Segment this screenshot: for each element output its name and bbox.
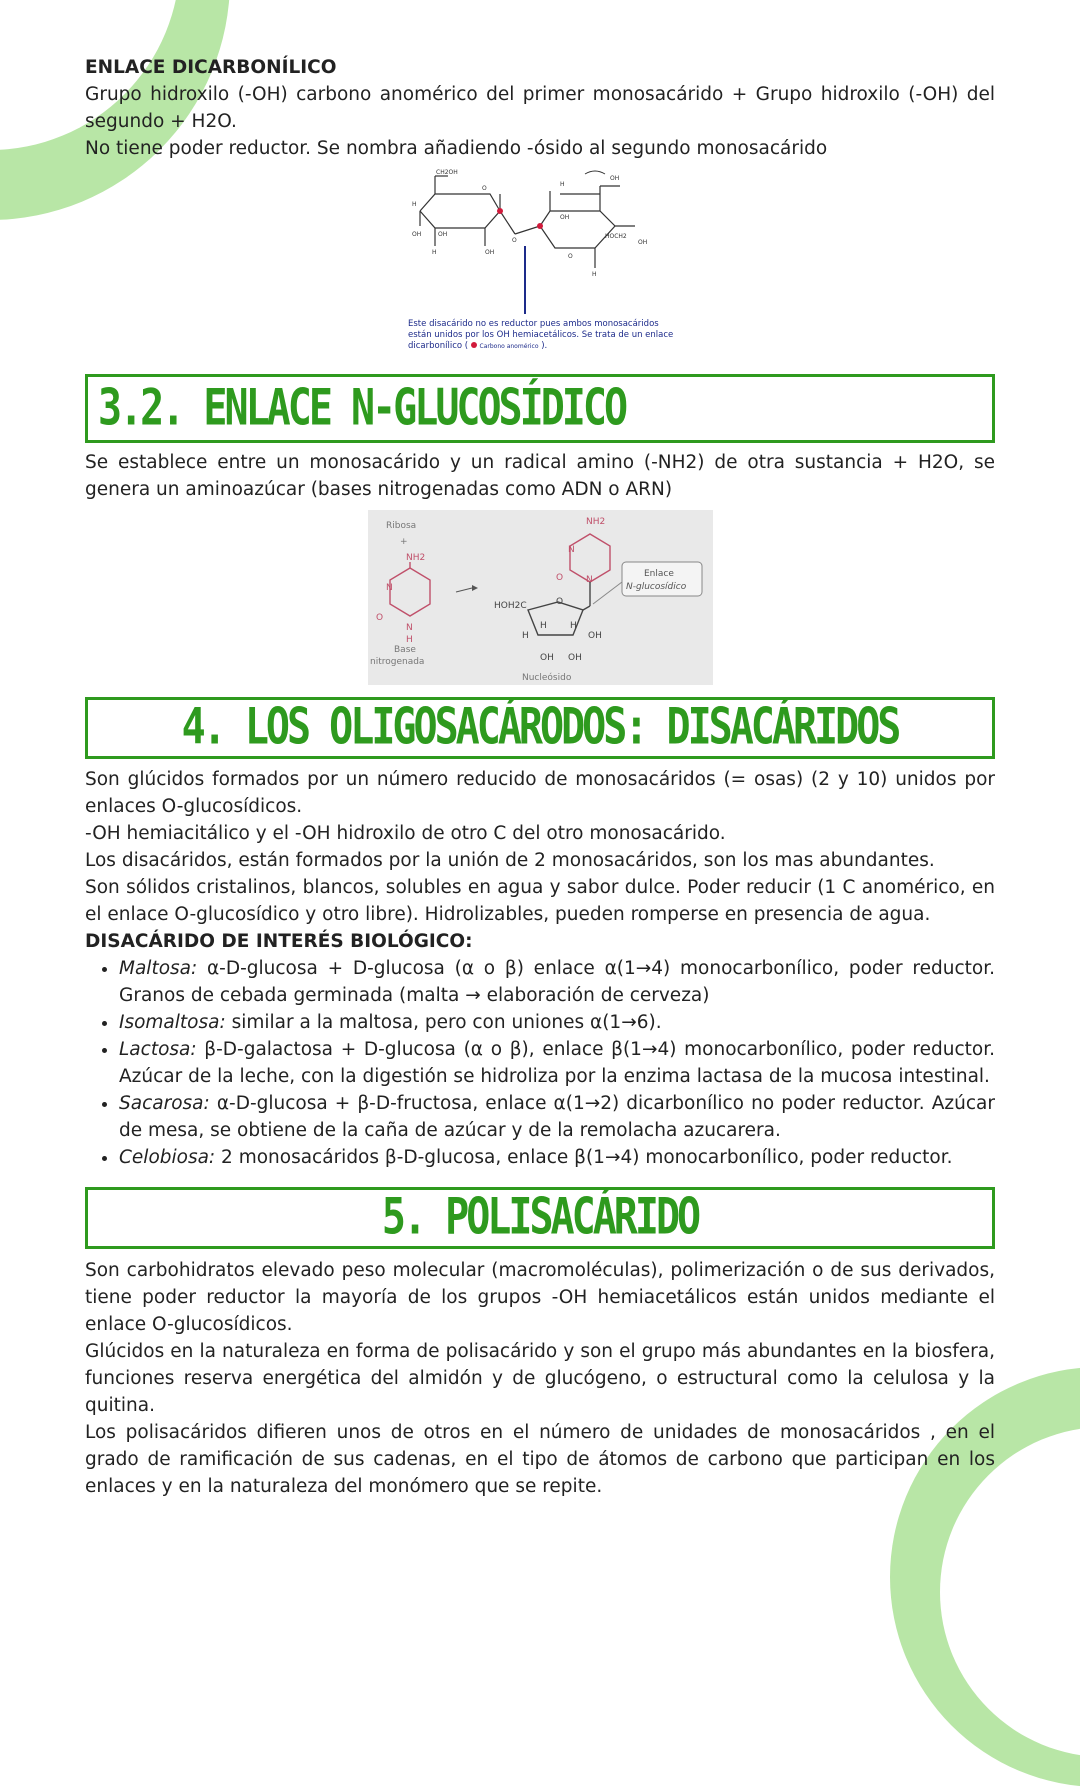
anomeric-carbon-1 <box>497 208 503 214</box>
label-plus: + <box>400 537 408 547</box>
dicarbonilico-block <box>85 54 995 162</box>
dicarbonilico-paragraph-2: No tiene poder reductor. Se nombra añadiendo -ósido al segundo monosacárido <box>85 138 828 159</box>
label-o-nuc: O <box>556 573 564 583</box>
label-oh-4: OH <box>610 175 620 182</box>
section-4-title: 4. LOS OLIGOSACÁRODOS: DISACÁRIDOS <box>181 698 899 756</box>
section-3-2-title: 3.2. ENLACE N-GLUCOSÍDICO <box>98 379 626 437</box>
list-item-isomaltosa <box>119 1009 995 1036</box>
label-o-base: O <box>376 613 384 623</box>
label-hoh2c: HOH2C <box>494 601 527 611</box>
section-5-title: 5. POLISACÁRIDO <box>381 1188 699 1246</box>
caption-line-3 <box>408 341 698 352</box>
nucleoside-structure <box>368 510 713 685</box>
label-h-sugar-1: H <box>522 631 529 641</box>
section-4-paragraph-4: Son sólidos cristalinos, blancos, solubles en agua y sabor dulce. Poder reducir (1 C anomérico, en el enlace O-glucosídico y otro libre). Hidrolizables, pueden romperse en presencia de agua. <box>85 877 995 925</box>
section-5-paragraph-3: Los polisacáridos difieren unos de otros en el número de unidades de monosacáridos , en el grado de ramificación de sus cadenas, en el tipo de átomos de carbono que participan en los enlaces y en la naturaleza del monómero que se repite. <box>85 1422 995 1497</box>
label-hoch2: HOCH2 <box>605 233 627 240</box>
label-enlace-line-1: Enlace <box>644 569 674 579</box>
label-nucleosido: Nucleósido <box>522 673 572 683</box>
dicarbonilico-paragraph-1: Grupo hidroxilo (-OH) carbono anomérico del primer monosacárido + Grupo hidroxilo (-OH) del segundo + H2O. <box>85 84 995 132</box>
label-h-1: H <box>412 201 417 208</box>
item-name: Isomaltosa: <box>119 1012 226 1033</box>
item-name: Celobiosa: <box>119 1147 216 1168</box>
dicarbonilico-figure <box>400 166 690 356</box>
label-oh-sugar-3: OH <box>568 653 582 663</box>
list-item-celobiosa <box>119 1144 995 1171</box>
list-item-lactosa <box>119 1036 995 1090</box>
disaccharide-subtitle: DISACÁRIDO DE INTERÉS BIOLÓGICO: <box>85 931 473 952</box>
label-o-1: O <box>482 185 487 192</box>
label-oh-3: OH <box>485 249 495 256</box>
section-3-2-body <box>85 449 995 503</box>
anomeric-dot-icon <box>471 342 477 348</box>
item-text: α-D-glucosa + D-glucosa (α o β) enlace α(1→4) monocarbonílico, poder reductor. Granos de cebada germinada (malta → elaboración de cerveza) <box>119 958 995 1006</box>
label-o-sugar: O <box>556 597 564 607</box>
item-text: α-D-glucosa + β-D-fructosa, enlace α(1→2) dicarbonílico no poder reductor. Azúcar de mesa, se obtiene de la caña de azúcar y de la remolacha azucarera. <box>119 1093 995 1141</box>
label-oh-sugar-2: OH <box>540 653 554 663</box>
label-h-2: H <box>432 249 437 256</box>
section-4-paragraph-1: Son glúcidos formados por un número reducido de monosacáridos (= osas) (2 y 10) unidos por enlaces O-glucosídicos. <box>85 769 995 817</box>
section-4-paragraph-3: Los disacáridos, están formados por la unión de 2 monosacáridos, son los mas abundantes. <box>85 850 935 871</box>
label-n-base-1: N <box>386 583 393 593</box>
section-5-header <box>85 1187 995 1249</box>
label-oh-5: OH <box>560 214 570 221</box>
label-base-line-2: nitrogenada <box>370 657 425 667</box>
section-3-2-paragraph: Se establece entre un monosacárido y un radical amino (-NH2) de otra sustancia + H2O, se genera un aminoazúcar (bases nitrogenadas como ADN o ARN) <box>85 452 995 500</box>
list-item-maltosa <box>119 955 995 1009</box>
label-o-2: O <box>512 237 517 244</box>
label-o-3: O <box>568 253 573 260</box>
item-text: 2 monosacáridos β-D-glucosa, enlace β(1→4) monocarbonílico, poder reductor. <box>215 1147 953 1168</box>
label-h-3: H <box>560 181 565 188</box>
label-enlace-line-2: N-glucosídico <box>626 582 687 592</box>
label-oh-1: OH <box>412 231 422 238</box>
caption-line-3-prefix: dicarbonílico ( <box>408 341 469 351</box>
label-oh-sugar-1: OH <box>588 631 602 641</box>
caption-line-2: están unidos por los OH hemiacetálicos. Se trata de un enlace <box>408 330 674 340</box>
section-3-2-header <box>85 374 995 443</box>
anomeric-carbon-2 <box>537 223 543 229</box>
disaccharide-list <box>85 955 995 1171</box>
label-h-sugar-3: H <box>570 621 577 631</box>
dicarbonilico-title: ENLACE DICARBONÍLICO <box>85 57 337 78</box>
section-5-paragraph-2: Glúcidos en la naturaleza en forma de polisacárido y son el grupo más abundantes en la biosfera, funciones reserva energética del almidón y de glucógeno, o estructural como la celulosa y la quitina. <box>85 1341 995 1416</box>
label-h-4: H <box>592 271 597 278</box>
label-n-nuc-2: N <box>586 575 593 585</box>
section-4-paragraph-2: -OH hemiacitálico y el -OH hidroxilo de otro C del otro monosacárido. <box>85 823 726 844</box>
label-n-base-2: N <box>406 623 413 633</box>
label-nh2-nucleoside: NH2 <box>586 517 606 527</box>
section-4-header <box>85 697 995 759</box>
caption-line-1: Este disacárido no es reductor pues ambos monosacáridos <box>408 319 659 329</box>
item-name: Maltosa: <box>119 958 198 979</box>
item-name: Sacarosa: <box>119 1093 210 1114</box>
section-4-body <box>85 766 995 1171</box>
reaction-arrow <box>456 588 472 592</box>
item-name: Lactosa: <box>119 1039 197 1060</box>
caption-legend: Carbono anomérico <box>479 343 539 350</box>
label-oh-2: OH <box>438 231 448 238</box>
label-h-sugar-2: H <box>540 621 547 631</box>
list-item-sacarosa <box>119 1090 995 1144</box>
label-n-nuc-1: N <box>568 545 575 555</box>
item-text: similar a la maltosa, pero con uniones α(1→6). <box>225 1012 662 1033</box>
section-5-paragraph-1: Son carbohidratos elevado peso molecular (macromoléculas), polimerización o de sus derivados, tiene poder reductor la mayoría de los grupos -OH hemiacetálicos están unidos mediante el enlace O-glucosídicos. <box>85 1260 995 1335</box>
label-nh2-base: NH2 <box>406 553 426 563</box>
item-text: β-D-galactosa + D-glucosa (α o β), enlace β(1→4) monocarbonílico, poder reductor. Azúcar de la leche, con la digestión se hidroliza por la enzima lactasa de la mucosa intestinal. <box>119 1039 995 1087</box>
label-h-base: H <box>406 635 413 645</box>
label-base-line-1: Base <box>394 645 416 655</box>
label-ch2oh: CH2OH <box>436 169 458 176</box>
section-5-body <box>85 1257 995 1500</box>
disaccharide-structure <box>400 166 690 316</box>
label-ribosa: Ribosa <box>386 521 417 531</box>
dicarbonilico-caption <box>408 319 698 352</box>
caption-line-3-suffix: ). <box>541 341 548 351</box>
label-oh-6: OH <box>638 239 648 246</box>
n-glucosidic-figure <box>368 510 713 685</box>
